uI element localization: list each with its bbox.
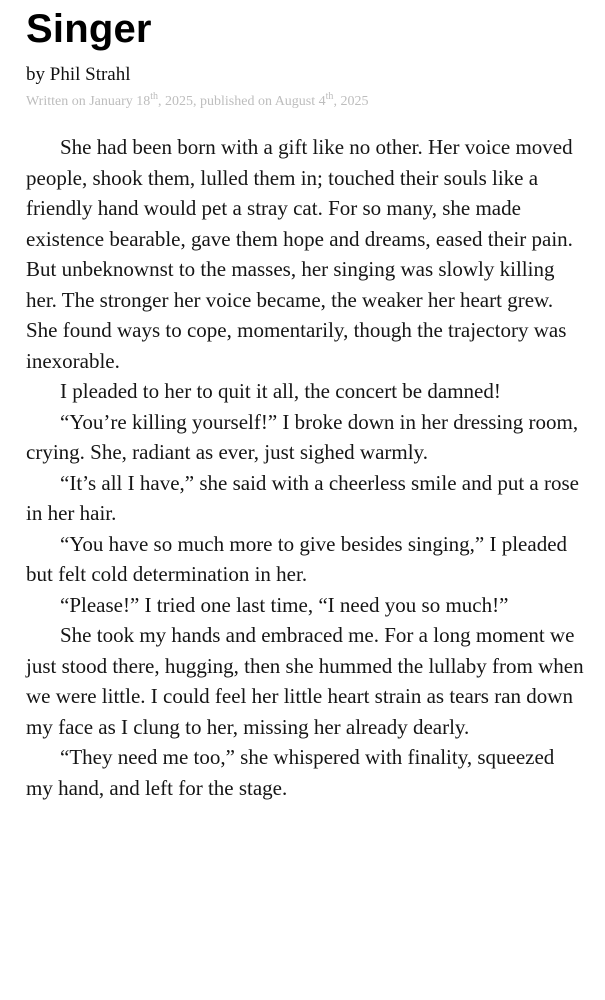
story-paragraph: “It’s all I have,” she said with a cheerless smile and put a rose in her hair.: [26, 470, 579, 525]
story-paragraph: “You’re killing yourself!” I broke down in her dressing room, crying. She, radiant as ever, just sighed warmly.: [26, 409, 579, 464]
written-date-text: Written on January 18: [26, 94, 151, 109]
article-title: Singer: [26, 7, 152, 51]
story-paragraph: I pleaded to her to quit it all, the concert be damned!: [60, 379, 501, 403]
story-paragraph: She took my hands and embraced me. For a long moment we just stood there, hugging, then she hummed the lullaby from when we were little. I could feel her little heart strain as tears ran down my face as I clung to her, missing her already dearly.: [26, 623, 584, 739]
article: [26, 0, 586, 803]
story-paragraph: “You have so much more to give besides singing,” I pleaded but felt cold determination in her.: [26, 531, 568, 586]
published-year-text: , 2025: [333, 94, 369, 109]
story-paragraph: “They need me too,” she whispered with finality, squeezed my hand, and left for the stage.: [26, 745, 555, 800]
published-date-ordinal: th: [325, 91, 334, 102]
story-paragraph: She had been born with a gift like no other. Her voice moved people, shook them, lulled them in; touched their souls like a friendly hand would pet a stray cat. For so many, she made existence bearable, gave them hope and dreams, eased their pain. But unbeknownst to the masses, her singing was slowly killing her. The stronger her voice became, the weaker her heart grew. She found ways to cope, momentarily, though the trajectory was inexorable.: [26, 135, 573, 373]
article-dates: [26, 93, 586, 111]
written-date-ordinal: th: [150, 91, 159, 102]
article-byline: by Phil Strahl: [26, 64, 131, 85]
story-body: [26, 132, 586, 803]
published-date-text: , 2025, published on August 4: [158, 94, 326, 109]
story-paragraph: “Please!” I tried one last time, “I need you so much!”: [60, 592, 509, 617]
